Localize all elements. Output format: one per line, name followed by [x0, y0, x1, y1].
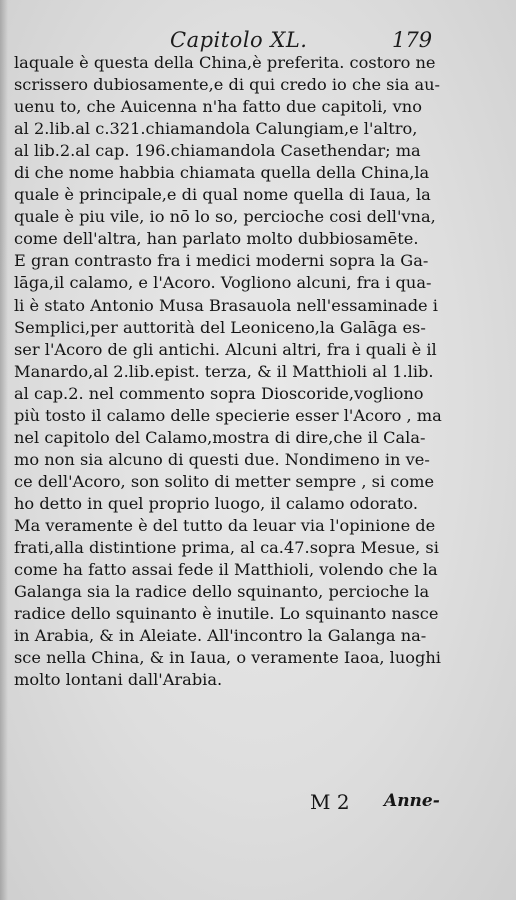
text-line: al cap.2. nel commento sopra Dioscoride,vogliono	[14, 383, 424, 403]
text-line: in Arabia, & in Aleiate. All'incontro la Galanga na-	[14, 626, 427, 646]
text-line: scrissero dubiosamente,e di qui credo io che sia au-	[14, 75, 440, 95]
signature-mark: M 2	[310, 790, 350, 814]
text-line: sce nella China, & in Iaua, o veramente Iaoa, luoghi	[14, 648, 441, 668]
text-line: come dell'altra, han parlato molto dubbiosamēte.	[14, 229, 419, 249]
text-line: Semplici,per auttorità del Leoniceno,la Galāga es-	[14, 317, 426, 337]
text-line: al lib.2.al cap. 196.chiamandola Casethendar; ma	[14, 141, 421, 161]
text-line: Ma veramente è del tutto da leuar via l'opinione de	[14, 515, 436, 535]
gutter-shadow	[0, 0, 8, 900]
text-line: quale è piu vile, io nō lo so, percioche cosi dell'vna,	[14, 207, 436, 227]
text-line: quale è principale,e di qual nome quella di Iaua, la	[14, 185, 431, 205]
text-line: molto lontani dall'Arabia.	[14, 670, 223, 690]
text-line: più tosto il calamo delle specierie esser l'Acoro , ma	[14, 405, 442, 425]
text-line: E gran contrasto fra i medici moderni sopra la Ga-	[14, 251, 429, 271]
text-line: Galanga sia la radice dello squinanto, percioche la	[14, 582, 430, 602]
text-line: nel capitolo del Calamo,mostra di dire,che il Cala-	[14, 427, 426, 447]
text-line: Manardo,al 2.lib.epist. terza, & il Matthioli al 1.lib.	[14, 361, 434, 381]
text-line: ser l'Acoro de gli antichi. Alcuni altri, fra i quali è il	[14, 339, 437, 359]
text-line: ce dell'Acoro, son solito di metter sempre , si come	[14, 471, 435, 491]
text-line: frati,alla distintione prima, al ca.47.sopra Mesue, si	[14, 538, 439, 558]
text-line: come ha fatto assai fede il Matthioli, volendo che la	[14, 560, 438, 580]
text-line: li è stato Antonio Musa Brasauola nell'essaminade i	[14, 295, 438, 315]
page-number: 179	[392, 28, 433, 52]
text-line: al 2.lib.al c.321.chiamandola Calungiam,e l'altro,	[14, 119, 418, 139]
text-line: uenu to, che Auicenna n'ha fatto due capitoli, vno	[14, 97, 422, 117]
chapter-title: Capitolo XL.	[170, 28, 308, 52]
text-line: lāga,il calamo, e l'Acoro. Vogliono alcuni, fra i qua-	[14, 273, 432, 293]
text-line: di che nome habbia chiamata quella della China,la	[14, 163, 430, 183]
text-line: laquale è questa della China,è preferita. costoro ne	[14, 53, 436, 72]
body-text	[14, 52, 484, 691]
text-line: ho detto in quel proprio luogo, il calamo odorato.	[14, 493, 418, 513]
text-line: radice dello squinanto è inutile. Lo squinanto nasce	[14, 604, 439, 624]
catchword: Anne-	[384, 791, 440, 811]
text-line: mo non sia alcuno di questi due. Nondimeno in ve-	[14, 449, 430, 469]
